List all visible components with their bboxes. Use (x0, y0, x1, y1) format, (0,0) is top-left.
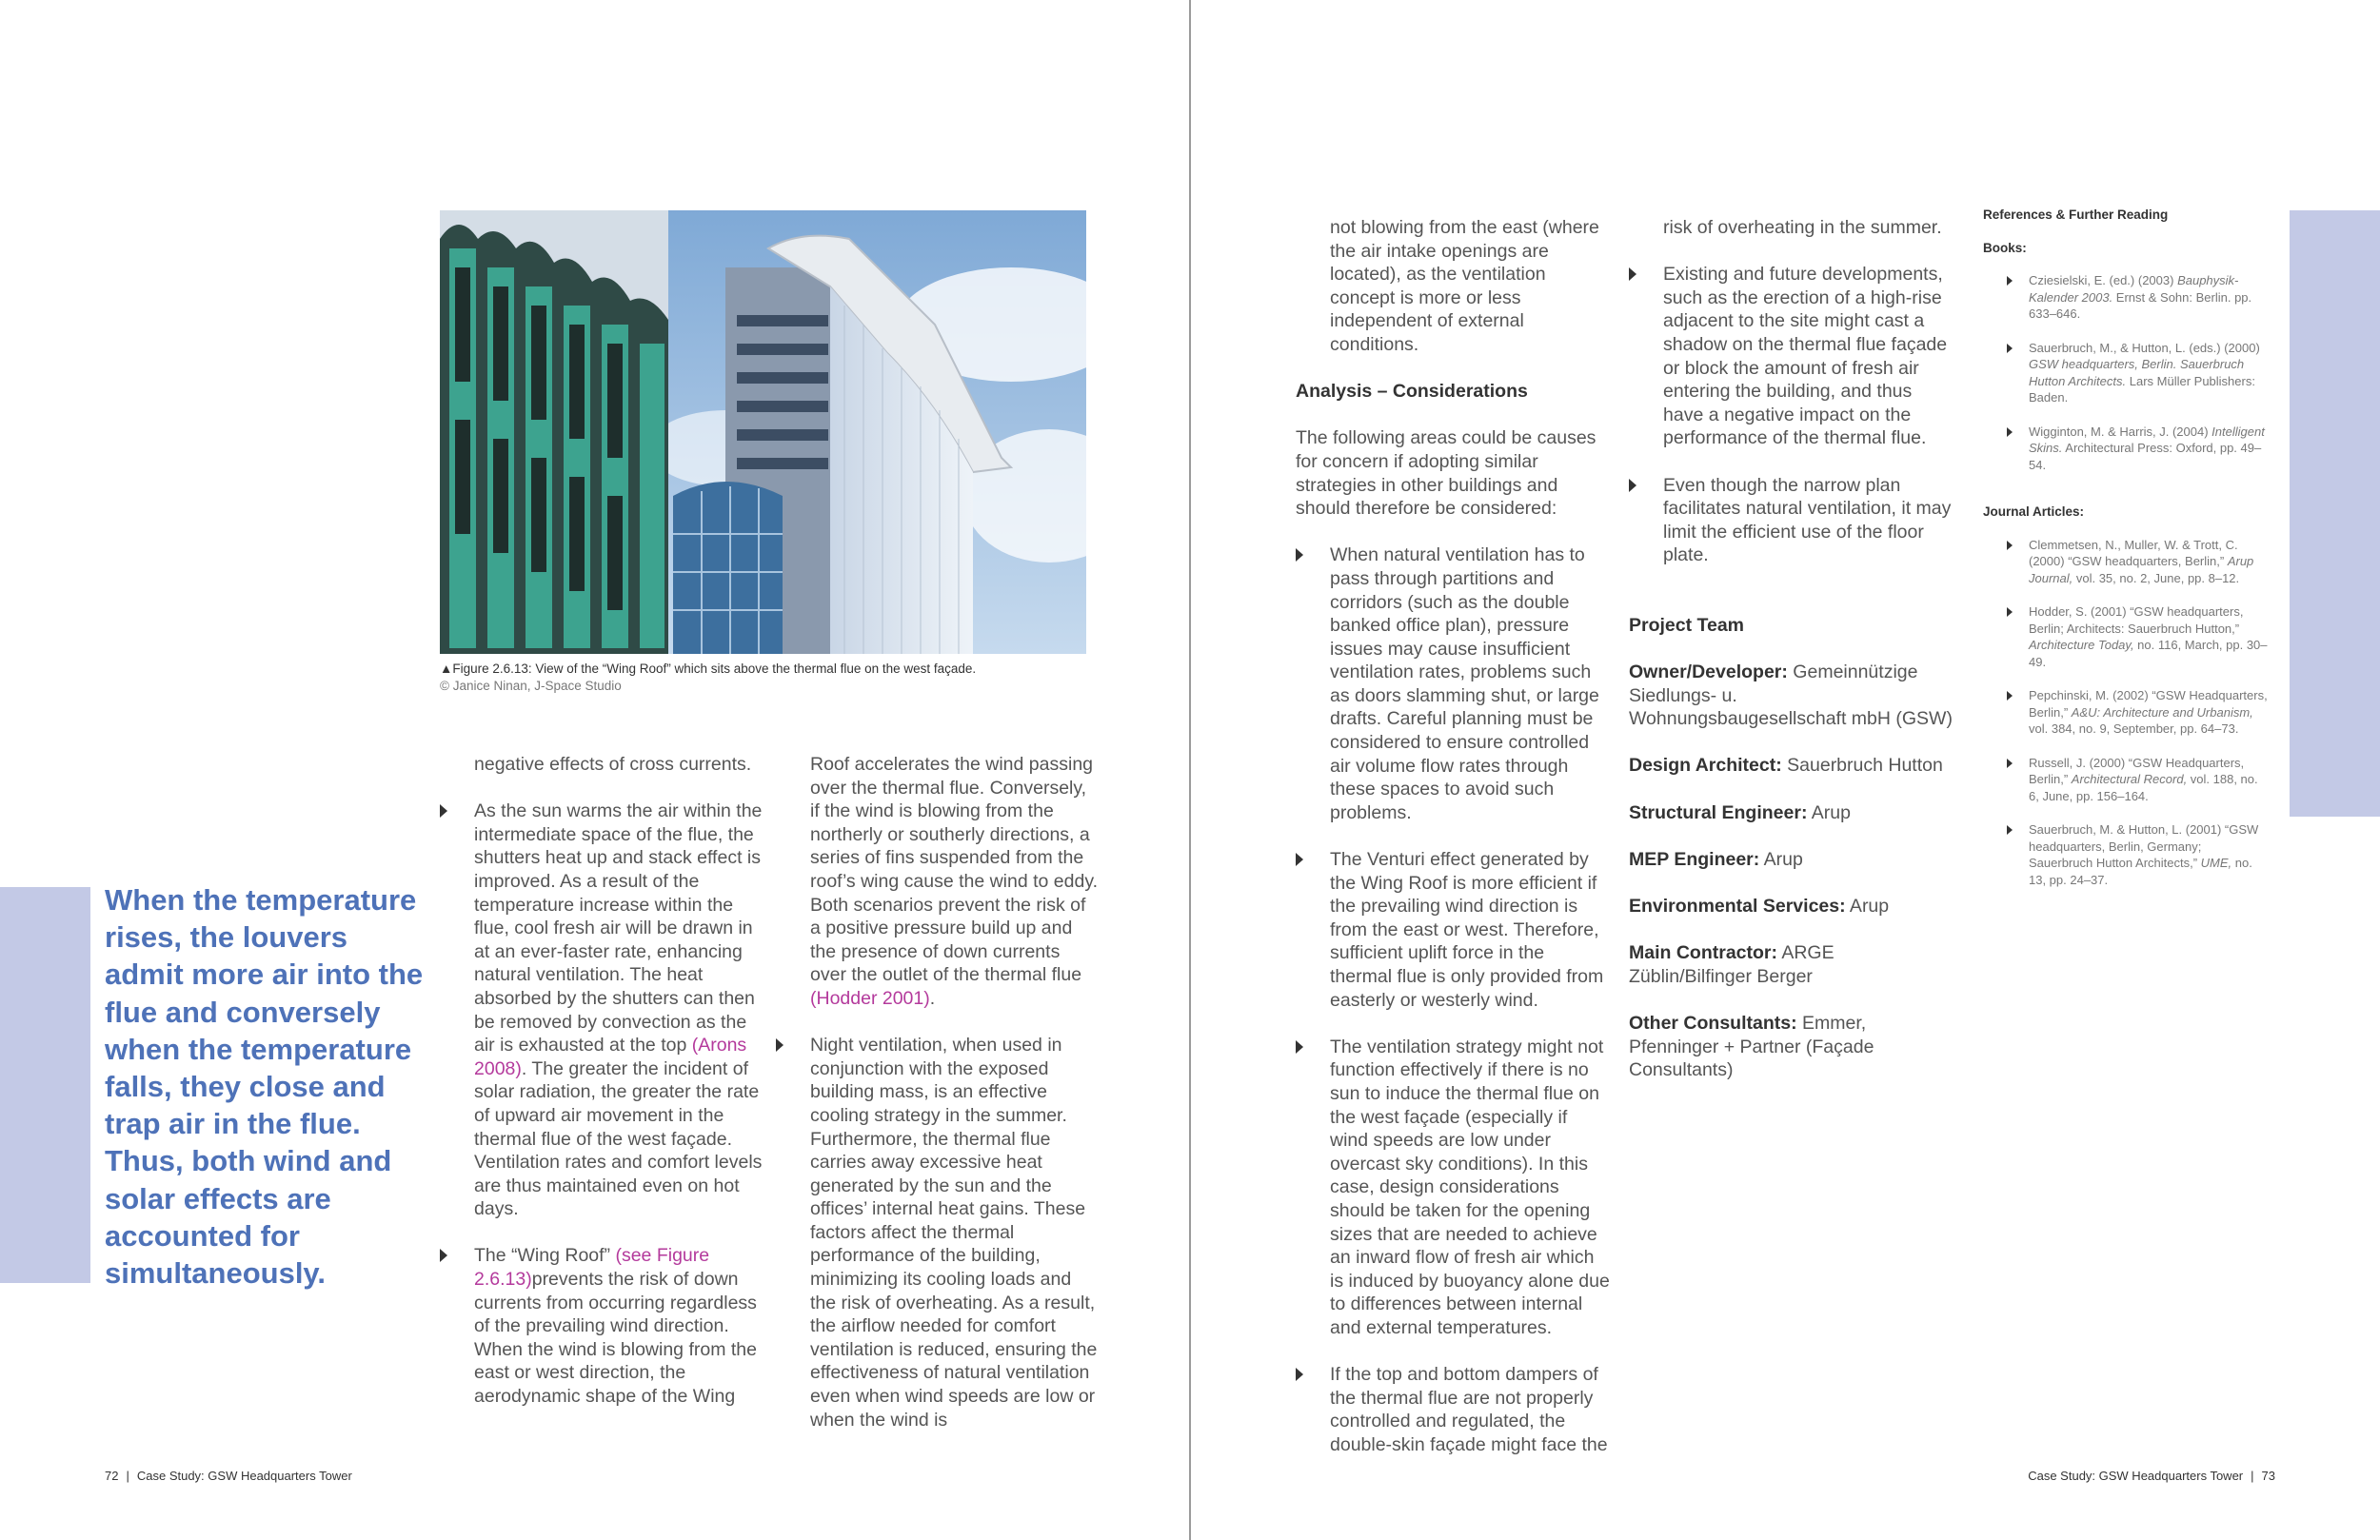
list-item: The “Wing Roof” (see Figure 2.6.13)prevents the risk of down currents from occurring regardless of the prevailing wind direction. When the wind is blowing from the east or west direction, the aerodynamic shape of the Wing (440, 1244, 764, 1408)
figure-reference-link[interactable]: (see Figure 2.6.13) (474, 1245, 710, 1291)
reference-item: Russell, J. (2000) “GSW Headquarters, Berlin,” Architectural Record, vol. 188, no. 6, June, pp. 156–164. (1983, 755, 2269, 805)
references-panel (1983, 207, 2269, 905)
text-column-2 (776, 753, 1100, 1455)
running-title: Case Study: GSW Headquarters Tower (2028, 1469, 2244, 1483)
books-heading: Books: (1983, 240, 2027, 255)
team-row: Main Contractor: ARGE Züblin/Bilfinger Berger (1629, 942, 1835, 987)
team-row: Owner/Developer: Gemeinnützige Siedlungs- u. Wohnungsbaugesellschaft mbH (GSW) (1629, 661, 1953, 730)
project-team-list (1629, 661, 1953, 1082)
paragraph: negative effects of cross currents. (474, 754, 752, 775)
list-item: The Venturi effect generated by the Wing Roof is more efficient if the prevailing wind direction is from the east or west. Therefore, sufficient uplift force in the thermal flue is only provided from easterly or westerly wind. (1296, 848, 1610, 1012)
figure-caption: ▲Figure 2.6.13: View of the “Wing Roof” which sits above the thermal flue on the west façade. (440, 661, 977, 676)
bullet-triangle-icon (2007, 344, 2013, 353)
bullet-triangle-icon (776, 1038, 783, 1052)
bullet-triangle-icon (2007, 607, 2013, 617)
reference-item: Wigginton, M. & Harris, J. (2004) Intelligent Skins. Architectural Press: Oxford, pp. 49–54. (1983, 424, 2269, 474)
figure-credit: © Janice Ninan, J-Space Studio (440, 679, 622, 693)
footer-right: Case Study: GSW Headquarters Tower | 73 (2028, 1469, 2275, 1483)
text-column-4 (1629, 216, 1953, 1105)
bullet-triangle-icon (1296, 1040, 1303, 1054)
reference-item: Clemmetsen, N., Muller, W. & Trott, C. (2000) “GSW headquarters, Berlin,” Arup Journal, vol. 35, no. 2, June, pp. 8–12. (1983, 537, 2269, 587)
citation-link[interactable]: (Hodder 2001) (810, 987, 930, 1009)
team-row: Design Architect: Sauerbruch Hutton (1629, 755, 1943, 777)
text-column-3 (1296, 216, 1610, 1480)
bullet-triangle-icon (1629, 267, 1636, 281)
paragraph: The following areas could be causes for concern if adopting similar strategies in other buildings and should therefore be considered: (1296, 427, 1597, 520)
page-number: 72 (105, 1469, 119, 1483)
team-row: Other Consultants: Emmer, Pfenninger + Partner (Façade Consultants) (1629, 1013, 1874, 1081)
reference-item: Sauerbruch, M., & Hutton, L. (eds.) (2000) GSW headquarters, Berlin. Sauerbruch Hutton Architects. Lars Müller Publishers: Baden. (1983, 340, 2269, 406)
bullet-triangle-icon (1296, 1368, 1303, 1381)
bullet-triangle-icon (440, 1249, 447, 1262)
journal-articles-heading: Journal Articles: (1983, 504, 2085, 519)
text-column-1 (440, 753, 764, 1431)
section-heading: Analysis – Considerations (1296, 381, 1528, 403)
team-row: MEP Engineer: Arup (1629, 848, 1803, 870)
bullet-triangle-icon (1296, 853, 1303, 866)
footer-left: 72 | Case Study: GSW Headquarters Tower (105, 1469, 352, 1483)
bullet-triangle-icon (2007, 691, 2013, 701)
list-item: Existing and future developments, such as the erection of a high-rise adjacent to the site might cast a shadow on the thermal flue façade or block the amount of fresh air entering the building, and thus have a negative impact on the performance of the thermal flue. (1629, 263, 1953, 450)
references-heading: References & Further Reading (1983, 207, 2169, 222)
project-team-heading: Project Team (1629, 614, 1745, 636)
figure-caption-block (440, 661, 1106, 695)
list-item: Night ventilation, when used in conjunction with the exposed building mass, is an effective cooling strategy in the summer. Furthermore, the thermal flue carries away excessive heat generated by the sun and the offices’ internal heat gains. These factors affect the thermal performance of the building, minimizing its cooling loads and the risk of overheating. As a result, the airflow needed for comfort ventilation is reduced, ensuring the effectiveness of natural ventilation even when wind speeds are low or when the wind is (776, 1034, 1100, 1431)
bullet-triangle-icon (2007, 759, 2013, 768)
paragraph: risk of overheating in the summer. (1663, 217, 1942, 238)
list-item: The ventilation strategy might not function effectively if there is no sun to induce the thermal flue on the west façade (especially if wind speeds are low under overcast sky conditions). In this case, design considerations should be taken for the opening sizes that are needed to achieve an inward flow of fresh air which is induced by buoyancy alone due to differences between internal and external temperatures. (1296, 1036, 1610, 1340)
citation-link[interactable]: (Arons 2008) (474, 1035, 747, 1079)
bullet-triangle-icon (2007, 541, 2013, 550)
reference-item: Hodder, S. (2001) “GSW headquarters, Berlin; Architects: Sauerbruch Hutton,” Architecture Today, no. 116, March, pp. 30–49. (1983, 603, 2269, 670)
team-row: Environmental Services: Arup (1629, 896, 1890, 918)
team-row: Structural Engineer: Arup (1629, 801, 1851, 823)
bullet-triangle-icon (1629, 479, 1636, 492)
right-side-bar (2290, 210, 2380, 817)
list-item: As the sun warms the air within the intermediate space of the flue, the shutters heat up and stack effect is improved. As a result of the temperature increase within the flue, cool fresh air will be drawn in at an ever-faster rate, enhancing natural ventilation. The heat absorbed by the shutters can then be removed by convection as the air is exhausted at the top (Arons 2008). The greater the incident of solar radiation, the greater the rate of upward air movement in the thermal flue of the west façade. Ventilation rates and comfort levels are thus maintained even on hot days. (440, 800, 764, 1221)
running-title: Case Study: GSW Headquarters Tower (136, 1469, 352, 1483)
bullet-triangle-icon (2007, 276, 2013, 286)
reference-item: Pepchinski, M. (2002) “GSW Headquarters, Berlin,” A&U: Architecture and Urbanism, vol. 384, no. 9, September, pp. 64–73. (1983, 687, 2269, 738)
reference-item: Sauerbruch, M. & Hutton, L. (2001) “GSW headquarters, Berlin, Germany; Sauerbruch Hutton Architects,” UME, no. 13, pp. 24–37. (1983, 821, 2269, 888)
bullet-triangle-icon (2007, 825, 2013, 835)
bullet-triangle-icon (1296, 548, 1303, 562)
building-photo-illustration (440, 210, 1086, 654)
page-gutter-divider (1189, 0, 1191, 1540)
figure-photo (440, 210, 1086, 654)
paragraph: Roof accelerates the wind passing over the thermal flue. Conversely, if the wind is blowing from the northerly or southerly directions, a series of fins suspended from the roof’s wing cause the wind to eddy. Both scenarios prevent the risk of a positive pressure build up and the presence of down currents over the outlet of the thermal flue (Hodder 2001). (810, 754, 1099, 1009)
bullet-triangle-icon (440, 804, 447, 818)
list-item: When natural ventilation has to pass through partitions and corridors (such as the double banked office plan), pressure issues may cause insufficient ventilation rates, problems such as doors slamming shut, or large drafts. Careful planning must be considered to ensure controlled air volume flow rates through these spaces to avoid such problems. (1296, 543, 1610, 824)
page-number: 73 (2261, 1469, 2275, 1483)
pull-quote: When the temperature rises, the louvers admit more air into the flue and conversely when the temperature falls, they close and trap air in the flue. Thus, both wind and solar effects are accounted for simultaneously. (105, 883, 424, 1291)
reference-item: Cziesielski, E. (ed.) (2003) Bauphysik-Kalender 2003. Ernst & Sohn: Berlin. pp. 633–646. (1983, 272, 2269, 323)
bullet-triangle-icon (2007, 427, 2013, 437)
left-side-bar (0, 887, 90, 1283)
list-item: Even though the narrow plan facilitates natural ventilation, it may limit the efficient use of the floor plate. (1629, 474, 1953, 567)
caption-arrow-icon: ▲ (440, 661, 453, 676)
paragraph: not blowing from the east (where the air intake openings are located), as the ventilation concept is more or less independent of external conditions. (1330, 217, 1599, 355)
list-item: If the top and bottom dampers of the thermal flue are not properly controlled and regulated, the double-skin façade might face the (1296, 1363, 1610, 1456)
